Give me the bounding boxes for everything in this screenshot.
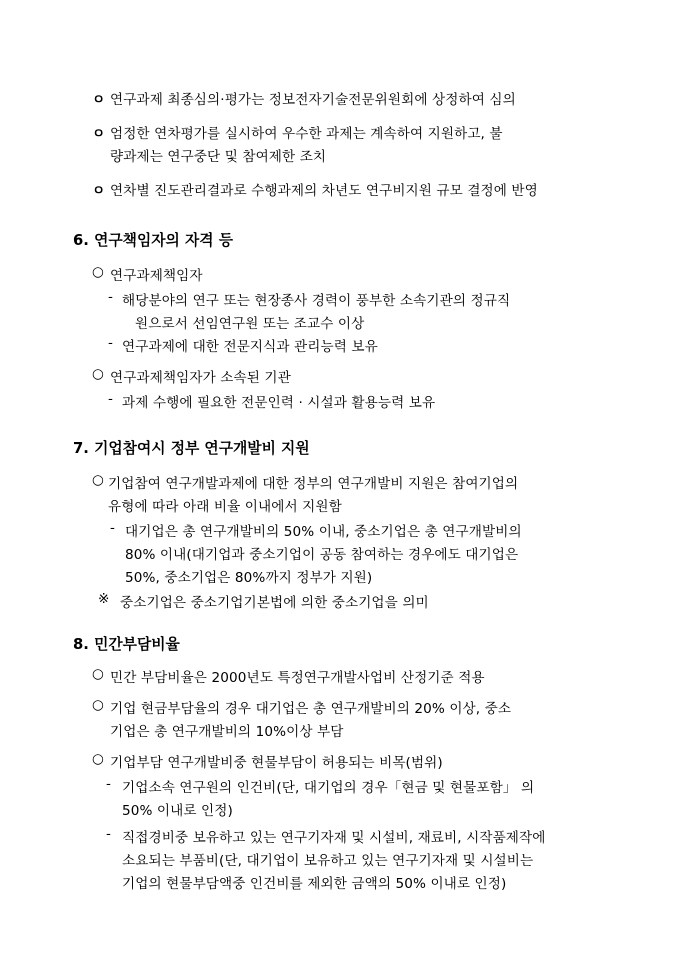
- bullet-marker: ○: [92, 472, 104, 488]
- paragraph-line: 중소기업은 중소기업기본법에 의한 중소기업을 의미: [120, 595, 429, 611]
- bullet-marker: ㅇ: [92, 183, 106, 199]
- paragraph-line: 80% 이내(대기업과 중소기업이 공동 참여하는 경우에도 대기업은: [125, 547, 519, 563]
- dash-marker: -: [106, 826, 112, 842]
- paragraph-line: 원으로서 선임연구원 또는 조교수 이상: [135, 316, 365, 332]
- bullet-marker: ㅇ: [92, 92, 106, 108]
- paragraph-line: 50%, 중소기업은 80%까지 정부가 지원): [125, 570, 373, 586]
- paragraph-line: 소요되는 부품비(단, 대기업이 보유하고 있는 연구기자재 및 시설비는: [122, 853, 534, 869]
- paragraph-line: 연구과제책임자가 소속된 기관: [110, 370, 291, 386]
- paragraph-line: 량과제는 연구중단 및 참여제한 조치: [110, 149, 327, 165]
- dash-marker: -: [106, 776, 112, 792]
- paragraph-line: 50% 이내로 인정): [122, 803, 233, 819]
- paragraph-line: 연구과제 최종심의·평가는 정보전자기술전문위원회에 상정하여 심의: [110, 92, 516, 108]
- dash-marker: -: [108, 391, 114, 407]
- paragraph-line: 대기업은 총 연구개발비의 50% 이내, 중소기업은 총 연구개발비의: [125, 524, 522, 540]
- paragraph-line: 기업의 현물부담액중 인건비를 제외한 금액의 50% 이내로 인정): [122, 876, 507, 892]
- paragraph-line: 과제 수행에 필요한 전문인력 · 시설과 활용능력 보유: [122, 395, 436, 411]
- section-heading: 7. 기업참여시 정부 연구개발비 지원: [73, 440, 310, 457]
- bullet-marker: ○: [92, 666, 104, 682]
- paragraph-line: 유형에 따라 아래 비율 이내에서 지원함: [108, 499, 342, 515]
- bullet-marker: ○: [92, 751, 104, 767]
- paragraph-line: 연구과제책임자: [110, 268, 203, 284]
- paragraph-line: 직접경비중 보유하고 있는 연구기자재 및 시설비, 재료비, 시작품제작에: [122, 830, 546, 846]
- section-heading: 8. 민간부담비율: [73, 636, 180, 653]
- paragraph-line: 기업은 총 연구개발비의 10%이상 부담: [110, 724, 344, 740]
- paragraph-line: 연차별 진도관리결과로 수행과제의 차년도 연구비지원 규모 결정에 반영: [110, 183, 538, 199]
- note-marker: ※: [98, 591, 110, 607]
- paragraph-line: 민간 부담비율은 2000년도 특정연구개발사업비 산정기준 적용: [110, 670, 485, 686]
- paragraph-line: 기업 현금부담율의 경우 대기업은 총 연구개발비의 20% 이상, 중소: [110, 701, 512, 717]
- paragraph-line: 기업부담 연구개발비중 현물부담이 허용되는 비목(범위): [110, 755, 443, 771]
- bullet-marker: ○: [92, 264, 104, 280]
- section-heading: 6. 연구책임자의 자격 등: [73, 232, 234, 249]
- bullet-marker: ㅇ: [92, 126, 106, 142]
- paragraph-line: 연구과제에 대한 전문지식과 관리능력 보유: [122, 339, 378, 355]
- bullet-marker: ○: [92, 366, 104, 382]
- paragraph-line: 해당분야의 연구 또는 현장종사 경력이 풍부한 소속기관의 정규직: [122, 293, 511, 309]
- paragraph-line: 기업참여 연구개발과제에 대한 정부의 연구개발비 지원은 참여기업의: [108, 476, 519, 492]
- paragraph-line: 기업소속 연구원의 인건비(단, 대기업의 경우「현금 및 현물포함」 의: [122, 780, 535, 796]
- dash-marker: -: [108, 335, 114, 351]
- dash-marker: -: [108, 289, 114, 305]
- dash-marker: -: [110, 520, 116, 536]
- bullet-marker: ○: [92, 697, 104, 713]
- paragraph-line: 엄정한 연차평가를 실시하여 우수한 과제는 계속하여 지원하고, 불: [110, 126, 503, 142]
